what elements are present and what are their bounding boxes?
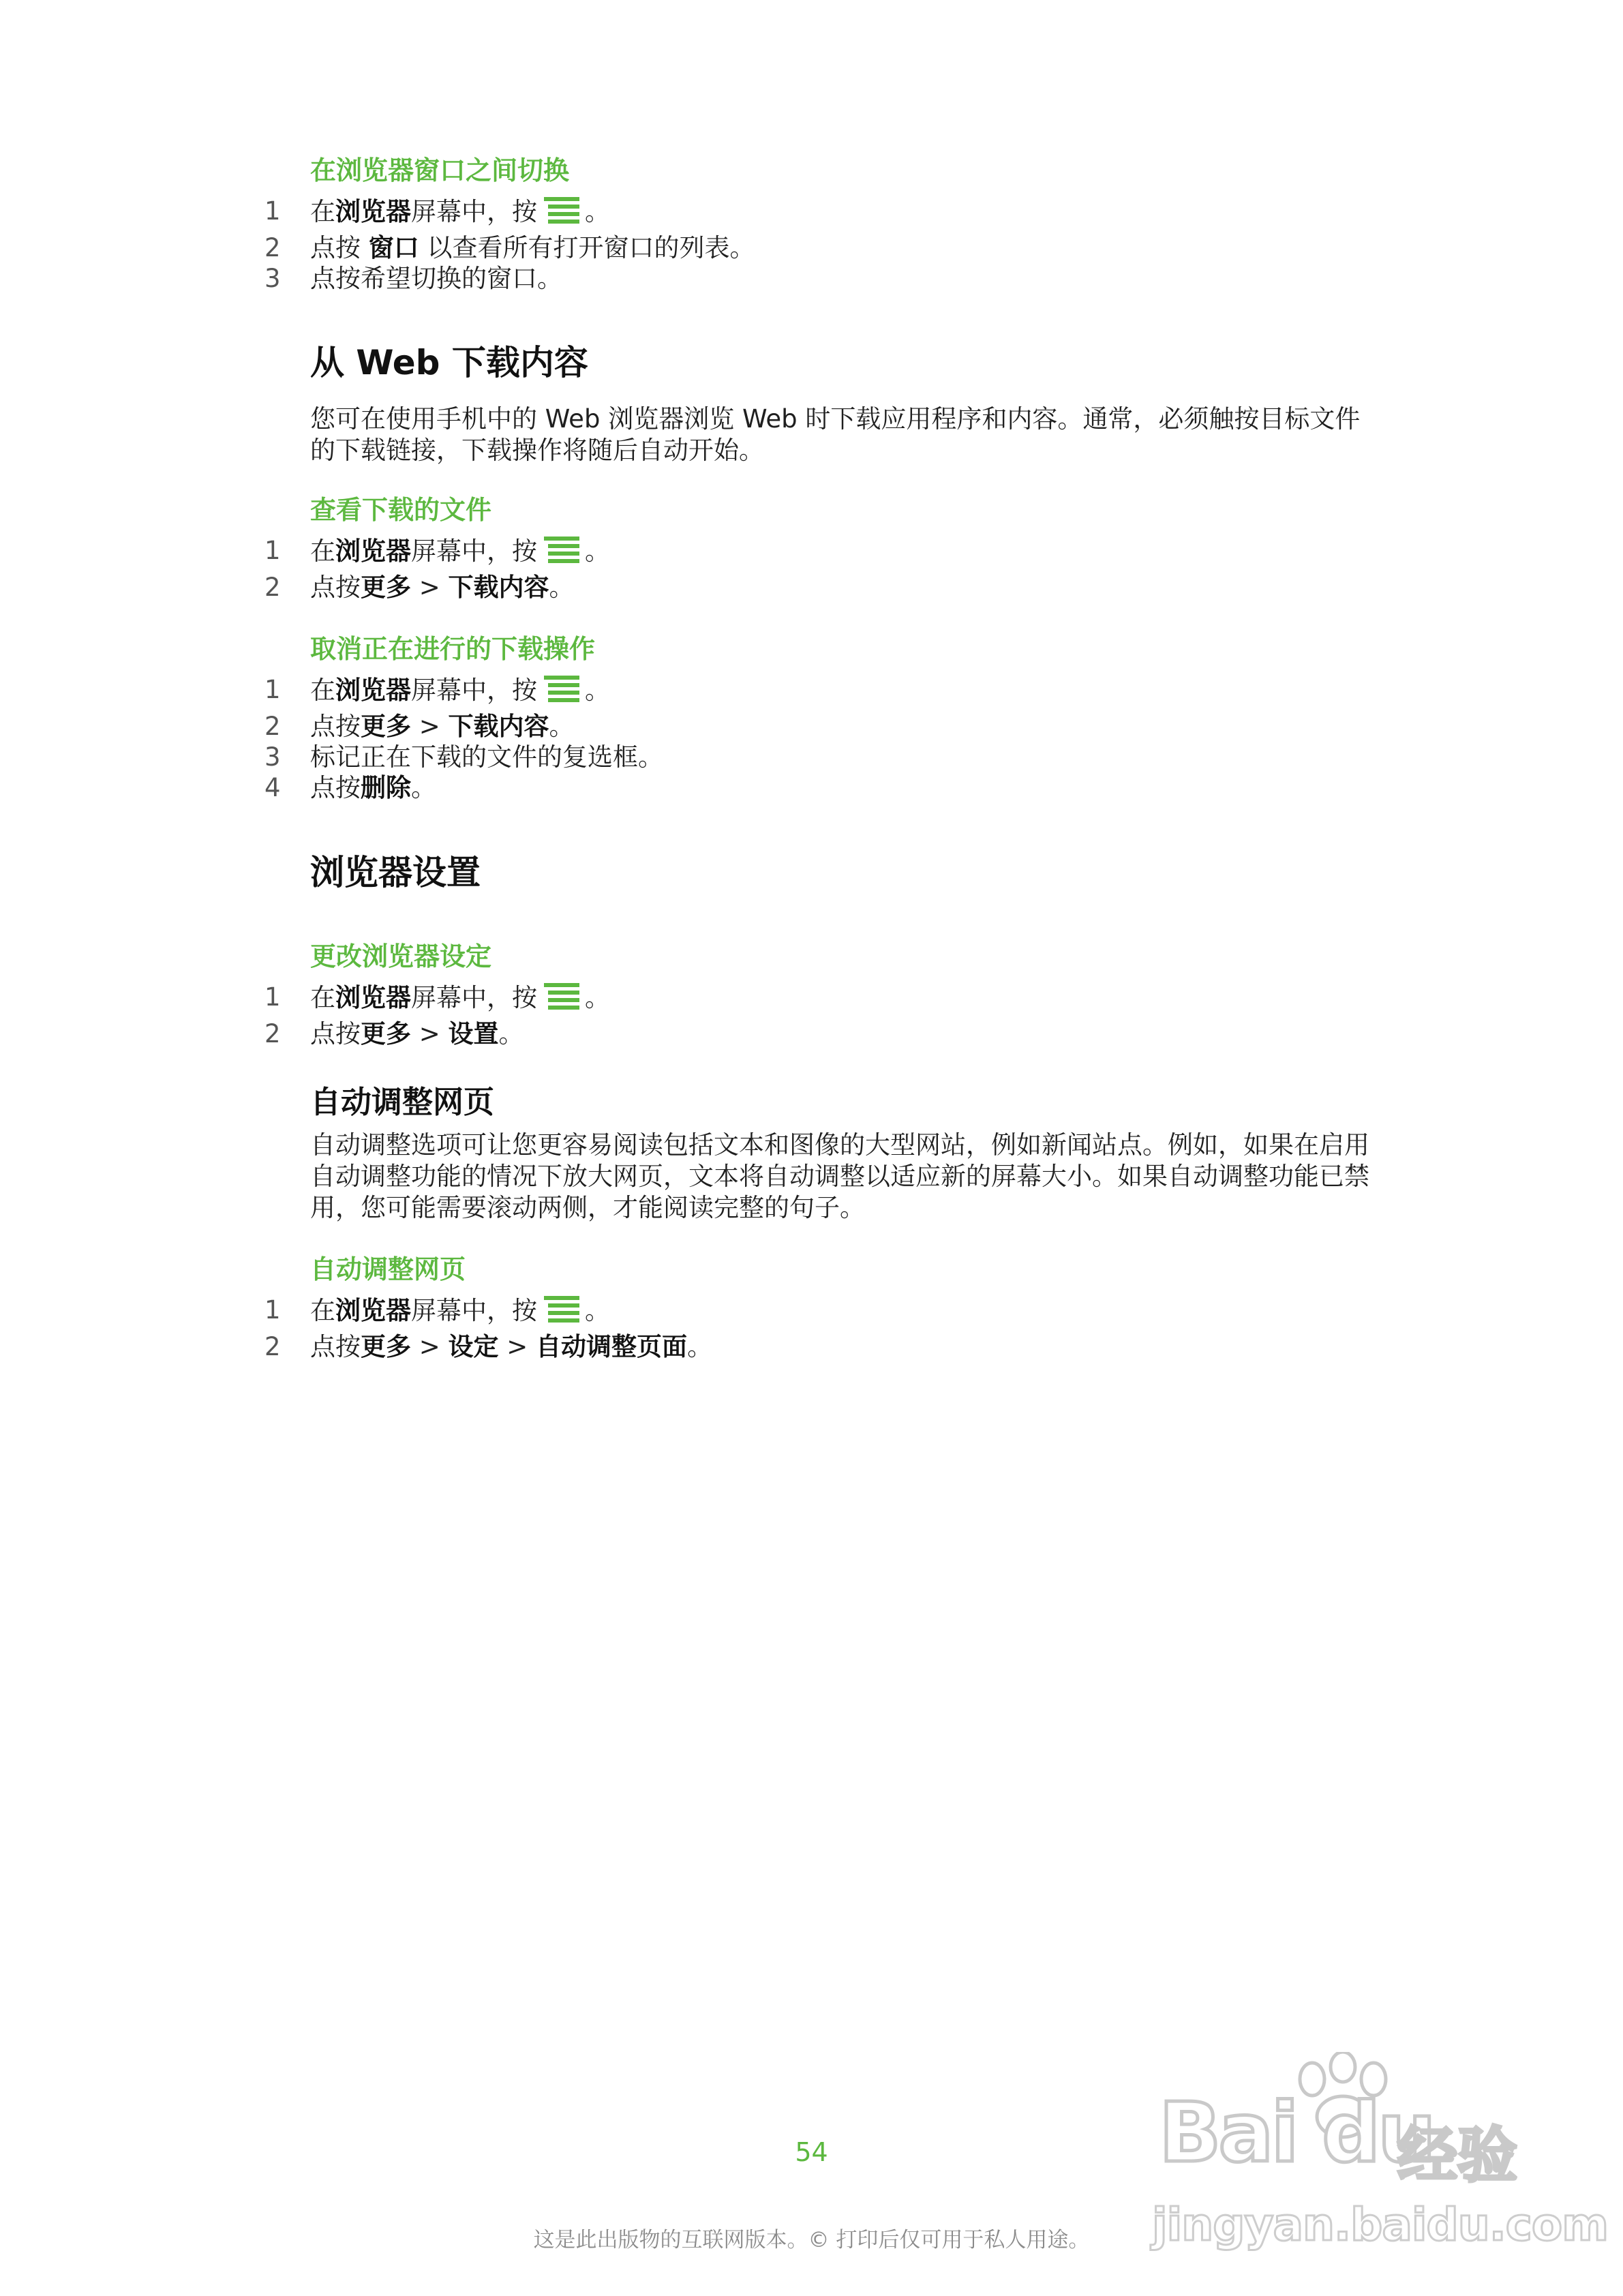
watermark-url: jingyan.baidu.com: [1152, 2199, 1609, 2251]
step-item: [264, 231, 1423, 265]
step-item: [264, 194, 1423, 228]
step-item: [264, 571, 1423, 605]
step-number: 1: [264, 675, 281, 704]
heading-browser-settings: 浏览器设置: [310, 853, 481, 892]
step-item: [264, 534, 1423, 568]
heading-autofit: 自动调整网页: [310, 1084, 495, 1120]
step-number: 1: [264, 982, 281, 1012]
paragraph-autofit: 自动调整选项可让您更容易阅读包括文本和图像的大型网站，例如新闻站点。例如，如果在启用自动调整功能的情况下放大网页，文本将自动调整以适应新的屏幕大小。如果自动调整功能已禁用，您可能需要滚动两侧，才能阅读完整的句子。: [310, 1130, 1369, 1222]
baidu-watermark: [1152, 2059, 1609, 2256]
menu-icon: [541, 194, 583, 226]
step-text: 点按删除。: [310, 773, 436, 802]
step-number: 2: [264, 712, 281, 741]
step-number: 2: [264, 1019, 281, 1048]
step-text: 在浏览器屏幕中，按 。: [310, 534, 610, 569]
step-text: 点按更多 > 下载内容。: [310, 573, 575, 602]
step-text: 标记正在下载的文件的复选框。: [310, 742, 663, 772]
paragraph-download: 您可在使用手机中的 Web 浏览器浏览 Web 时下载应用程序和内容。通常，必须触按目标文件的下载链接，下载操作将随后自动开始。: [310, 404, 1361, 465]
menu-icon: [541, 534, 583, 565]
subhead-cancel-download: 取消正在进行的下载操作: [310, 634, 596, 664]
step-item: [264, 1330, 1423, 1364]
step-number: 4: [264, 773, 281, 802]
subhead-view-downloads: 查看下载的文件: [310, 495, 492, 525]
step-text: 在浏览器屏幕中，按 。: [310, 1293, 610, 1328]
step-item: [264, 673, 1423, 707]
step-number: 2: [264, 233, 281, 262]
step-number: 3: [264, 264, 281, 293]
step-text: 点按更多 > 设定 > 自动调整页面。: [310, 1332, 713, 1361]
footer-note: 这是此出版物的互联网版本。© 打印后仅可用于私人用途。: [533, 2228, 1090, 2252]
menu-icon: [541, 673, 583, 704]
step-item: [264, 740, 1423, 774]
watermark-cn: 经验: [1397, 2120, 1518, 2190]
step-item: [264, 1293, 1423, 1327]
step-text: 点按希望切换的窗口。: [310, 264, 562, 293]
menu-icon: [541, 1293, 583, 1325]
heading-download: 从 Web 下载内容: [310, 343, 588, 382]
step-number: 2: [264, 1332, 281, 1361]
step-text: 在浏览器屏幕中，按 。: [310, 673, 610, 708]
step-number: 1: [264, 196, 281, 226]
step-number: 1: [264, 536, 281, 565]
step-item: [264, 1017, 1423, 1051]
step-item: [264, 262, 1423, 296]
step-item: [264, 771, 1423, 805]
step-number: 1: [264, 1295, 281, 1325]
subhead-change-settings: 更改浏览器设定: [310, 941, 492, 971]
page-number: 54: [795, 2137, 828, 2167]
step-item: [264, 710, 1423, 744]
watermark-logo: Bai du: [1159, 2086, 1434, 2181]
step-text: 在浏览器屏幕中，按 。: [310, 980, 610, 1015]
menu-icon: [541, 980, 583, 1012]
subhead-switch-windows: 在浏览器窗口之间切换: [310, 155, 570, 185]
step-number: 2: [264, 573, 281, 602]
step-item: [264, 980, 1423, 1014]
step-text: 点按 窗口 以查看所有打开窗口的列表。: [310, 233, 755, 262]
step-number: 3: [264, 742, 281, 772]
step-text: 点按更多 > 下载内容。: [310, 712, 575, 741]
step-text: 在浏览器屏幕中，按 。: [310, 194, 610, 229]
step-text: 点按更多 > 设置。: [310, 1019, 524, 1048]
subhead-autofit-task: 自动调整网页: [310, 1254, 466, 1284]
